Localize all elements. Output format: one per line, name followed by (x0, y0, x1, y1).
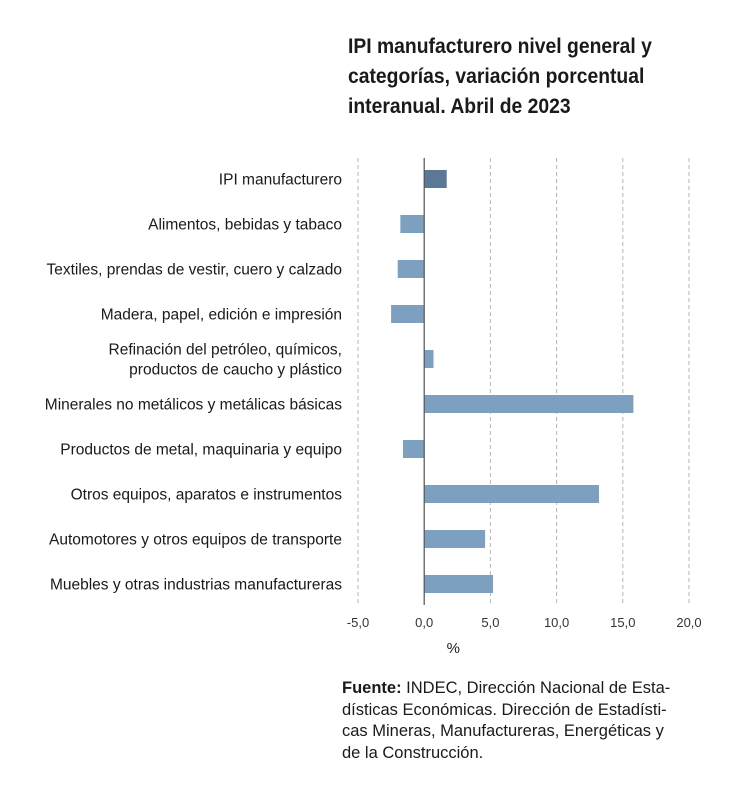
x-tick-label: 5,0 (481, 615, 500, 630)
category-label: Minerales no metálicos y metálicas básicas (44, 396, 342, 414)
category-label: Alimentos, bebidas y tabaco (148, 216, 342, 234)
bar (424, 170, 447, 188)
source-line-1 (342, 678, 712, 700)
category-label: Textiles, prendas de vestir, cuero y calzado (46, 261, 342, 279)
bar (391, 305, 424, 323)
x-tick-label: 15,0 (610, 615, 636, 630)
bar-chart (0, 150, 749, 670)
source-text-1: INDEC, Dirección Nacional de Esta- (401, 679, 671, 697)
category-label: Otros equipos, aparatos e instrumentos (70, 486, 342, 504)
category-label: IPI manufacturero (218, 171, 342, 189)
category-label: Automotores y otros equipos de transporte (49, 531, 342, 549)
bar (424, 395, 633, 413)
x-tick-label: 10,0 (543, 615, 570, 630)
source-note (342, 678, 712, 764)
source-line-3: cas Mineras, Manufactureras, Energéticas y (342, 722, 664, 740)
source-line-4: de la Construcción. (342, 743, 484, 762)
bar (424, 530, 485, 548)
bar (424, 485, 599, 503)
bar (403, 440, 424, 458)
category-label: Muebles y otras industrias manufactureras (49, 576, 342, 594)
bar (398, 260, 424, 278)
category-label: productos de caucho y plástico (129, 361, 342, 379)
bar (424, 575, 493, 593)
x-tick-label: 20,0 (676, 615, 702, 630)
bar (400, 215, 424, 233)
source-label: Fuente: (342, 679, 402, 697)
category-label: Productos de metal, maquinaria y equipo (60, 441, 342, 459)
source-line-2: dísticas Económicas. Dirección de Estadísti- (342, 700, 667, 719)
bar (424, 350, 433, 368)
x-axis-label: % (446, 640, 460, 657)
category-label: Madera, papel, edición e impresión (100, 306, 342, 324)
x-tick-label: -5,0 (346, 615, 370, 630)
chart-title-line-2: categorías, variación porcentual (348, 65, 645, 88)
chart-title-line-3: interanual. Abril de 2023 (348, 95, 571, 118)
chart-title (348, 32, 707, 122)
chart-title-line-1: IPI manufacturero nivel general y (348, 35, 652, 58)
x-tick-label: 0,0 (415, 615, 434, 630)
category-label: Refinación del petróleo, químicos, (108, 341, 342, 359)
